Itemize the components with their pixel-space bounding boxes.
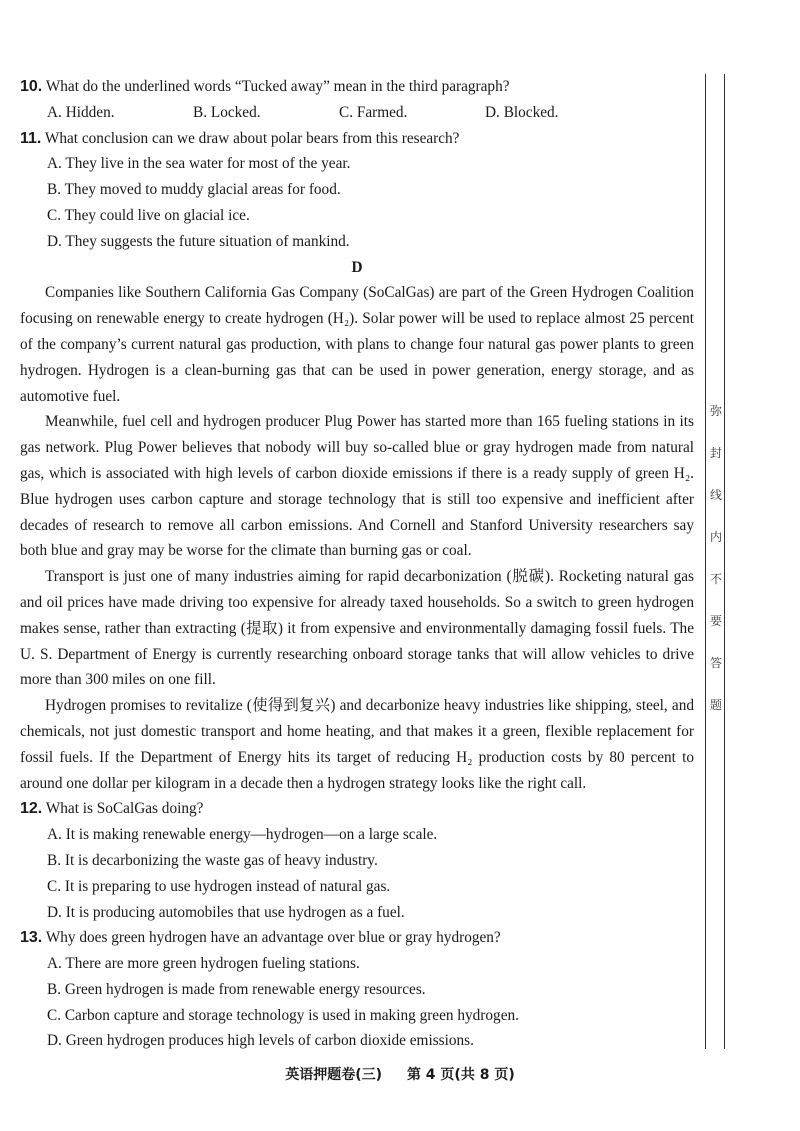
passage-paragraph: Hydrogen promises to revitalize (使得到复兴) and decarbonize heavy industries like shipping, steel, and chemicals, not just domestic transport and home heating, and that makes it a green, flexible replacement for fossil fuels. If the Department of Energy hits its target of reducing H₂ production costs by 80 percent to around one dollar per kilogram in a decade then a hydrogen strategy looks like the right call.: [20, 697, 694, 792]
question-10-options: [20, 100, 694, 126]
seal-char: 要: [709, 614, 722, 628]
option-c: C. It is preparing to use hydrogen instead of natural gas.: [47, 877, 391, 895]
seal-char: 答: [709, 656, 722, 670]
option-a: A. Hidden.: [47, 103, 115, 121]
question-number: 12.: [20, 800, 43, 818]
option-a: A. There are more green hydrogen fueling stations.: [47, 955, 360, 973]
seal-char: 弥: [709, 404, 722, 418]
question-text: What is SoCalGas doing?: [45, 800, 204, 818]
exam-content: [20, 74, 694, 1054]
question-text: What do the underlined words “Tucked away” mean in the third paragraph?: [45, 78, 510, 95]
question-12: [20, 796, 694, 822]
seal-char: 线: [709, 488, 722, 502]
option-d: D. It is producing automobiles that use hydrogen as a fuel.: [47, 903, 405, 921]
seal-char: 题: [709, 698, 722, 712]
seal-char: 不: [709, 572, 722, 586]
question-text: What conclusion can we draw about polar bears from this research?: [44, 129, 460, 147]
question-number: 13.: [20, 929, 43, 947]
passage-paragraph: Meanwhile, fuel cell and hydrogen producer Plug Power has started more than 165 fueling stations in its gas network. Plug Power believes that nobody will buy so-called blue or gray hydrogen made from natural gas, which is associated with high levels of carbon dioxide emissions if there is a ready supply of green H₂. Blue hydrogen uses carbon capture and storage technology that is still too expensive and inefficient after decades of research to remove all carbon emissions. And Cornell and Stanford University researchers say both blue and gray may be worse for the climate than burning gas or coal.: [20, 413, 694, 560]
question-11: [20, 126, 694, 152]
option-d: D. Green hydrogen produces high levels of carbon dioxide emissions.: [47, 1032, 474, 1050]
option-c: C. Farmed.: [339, 103, 408, 121]
question-text: Why does green hydrogen have an advantage over blue or gray hydrogen?: [45, 929, 501, 947]
option-b: B. Green hydrogen is made from renewable energy resources.: [47, 980, 426, 998]
question-number: 10.: [20, 78, 43, 95]
question-10: [20, 74, 694, 100]
seal-notice: [706, 402, 726, 738]
option-a: A. It is making renewable energy—hydrogen—on a large scale.: [47, 826, 438, 844]
page-number: 第 4 页(共 8 页): [406, 1067, 515, 1083]
passage-paragraph: Transport is just one of many industries aiming for rapid decarbonization (脱碳). Rocketing natural gas and oil prices have made driving too expensive for already taxed households. So a switch to green hydrogen makes sense, rather than extracting (提取) it from expensive and environmentally damaging fossil fuels. The U. S. Department of Energy is currently researching onboard storage tanks that will allow vehicles to drive more than 300 miles on one fill.: [20, 568, 694, 689]
seal-char: 封: [709, 446, 722, 460]
page-footer: [0, 1064, 800, 1084]
option-d: D. They suggests the future situation of mankind.: [47, 232, 350, 250]
option-b: B. Locked.: [193, 103, 261, 121]
option-c: C. Carbon capture and storage technology is used in making green hydrogen.: [47, 1006, 519, 1024]
option-a: A. They live in the sea water for most of the year.: [47, 155, 351, 173]
question-number: 11.: [20, 129, 42, 147]
question-13: [20, 925, 694, 951]
passage-paragraph: Companies like Southern California Gas Company (SoCalGas) are part of the Green Hydrogen Coalition focusing on renewable energy to create hydrogen (H₂). Solar power will be used to replace almost 25 percent of the company’s current natural gas production, with plans to change four natural gas power plants to green hydrogen. Hydrogen is a clean-burning gas that can be used in power generation, energy storage, and as automotive fuel.: [20, 284, 694, 405]
seal-char: 内: [709, 530, 722, 544]
footer-title: 英语押题卷(三): [285, 1067, 383, 1083]
option-b: B. They moved to muddy glacial areas for food.: [47, 181, 341, 199]
section-heading: D: [351, 258, 363, 276]
option-d: D. Blocked.: [485, 103, 559, 121]
option-b: B. It is decarbonizing the waste gas of heavy industry.: [47, 851, 378, 869]
option-c: C. They could live on glacial ice.: [47, 206, 250, 224]
